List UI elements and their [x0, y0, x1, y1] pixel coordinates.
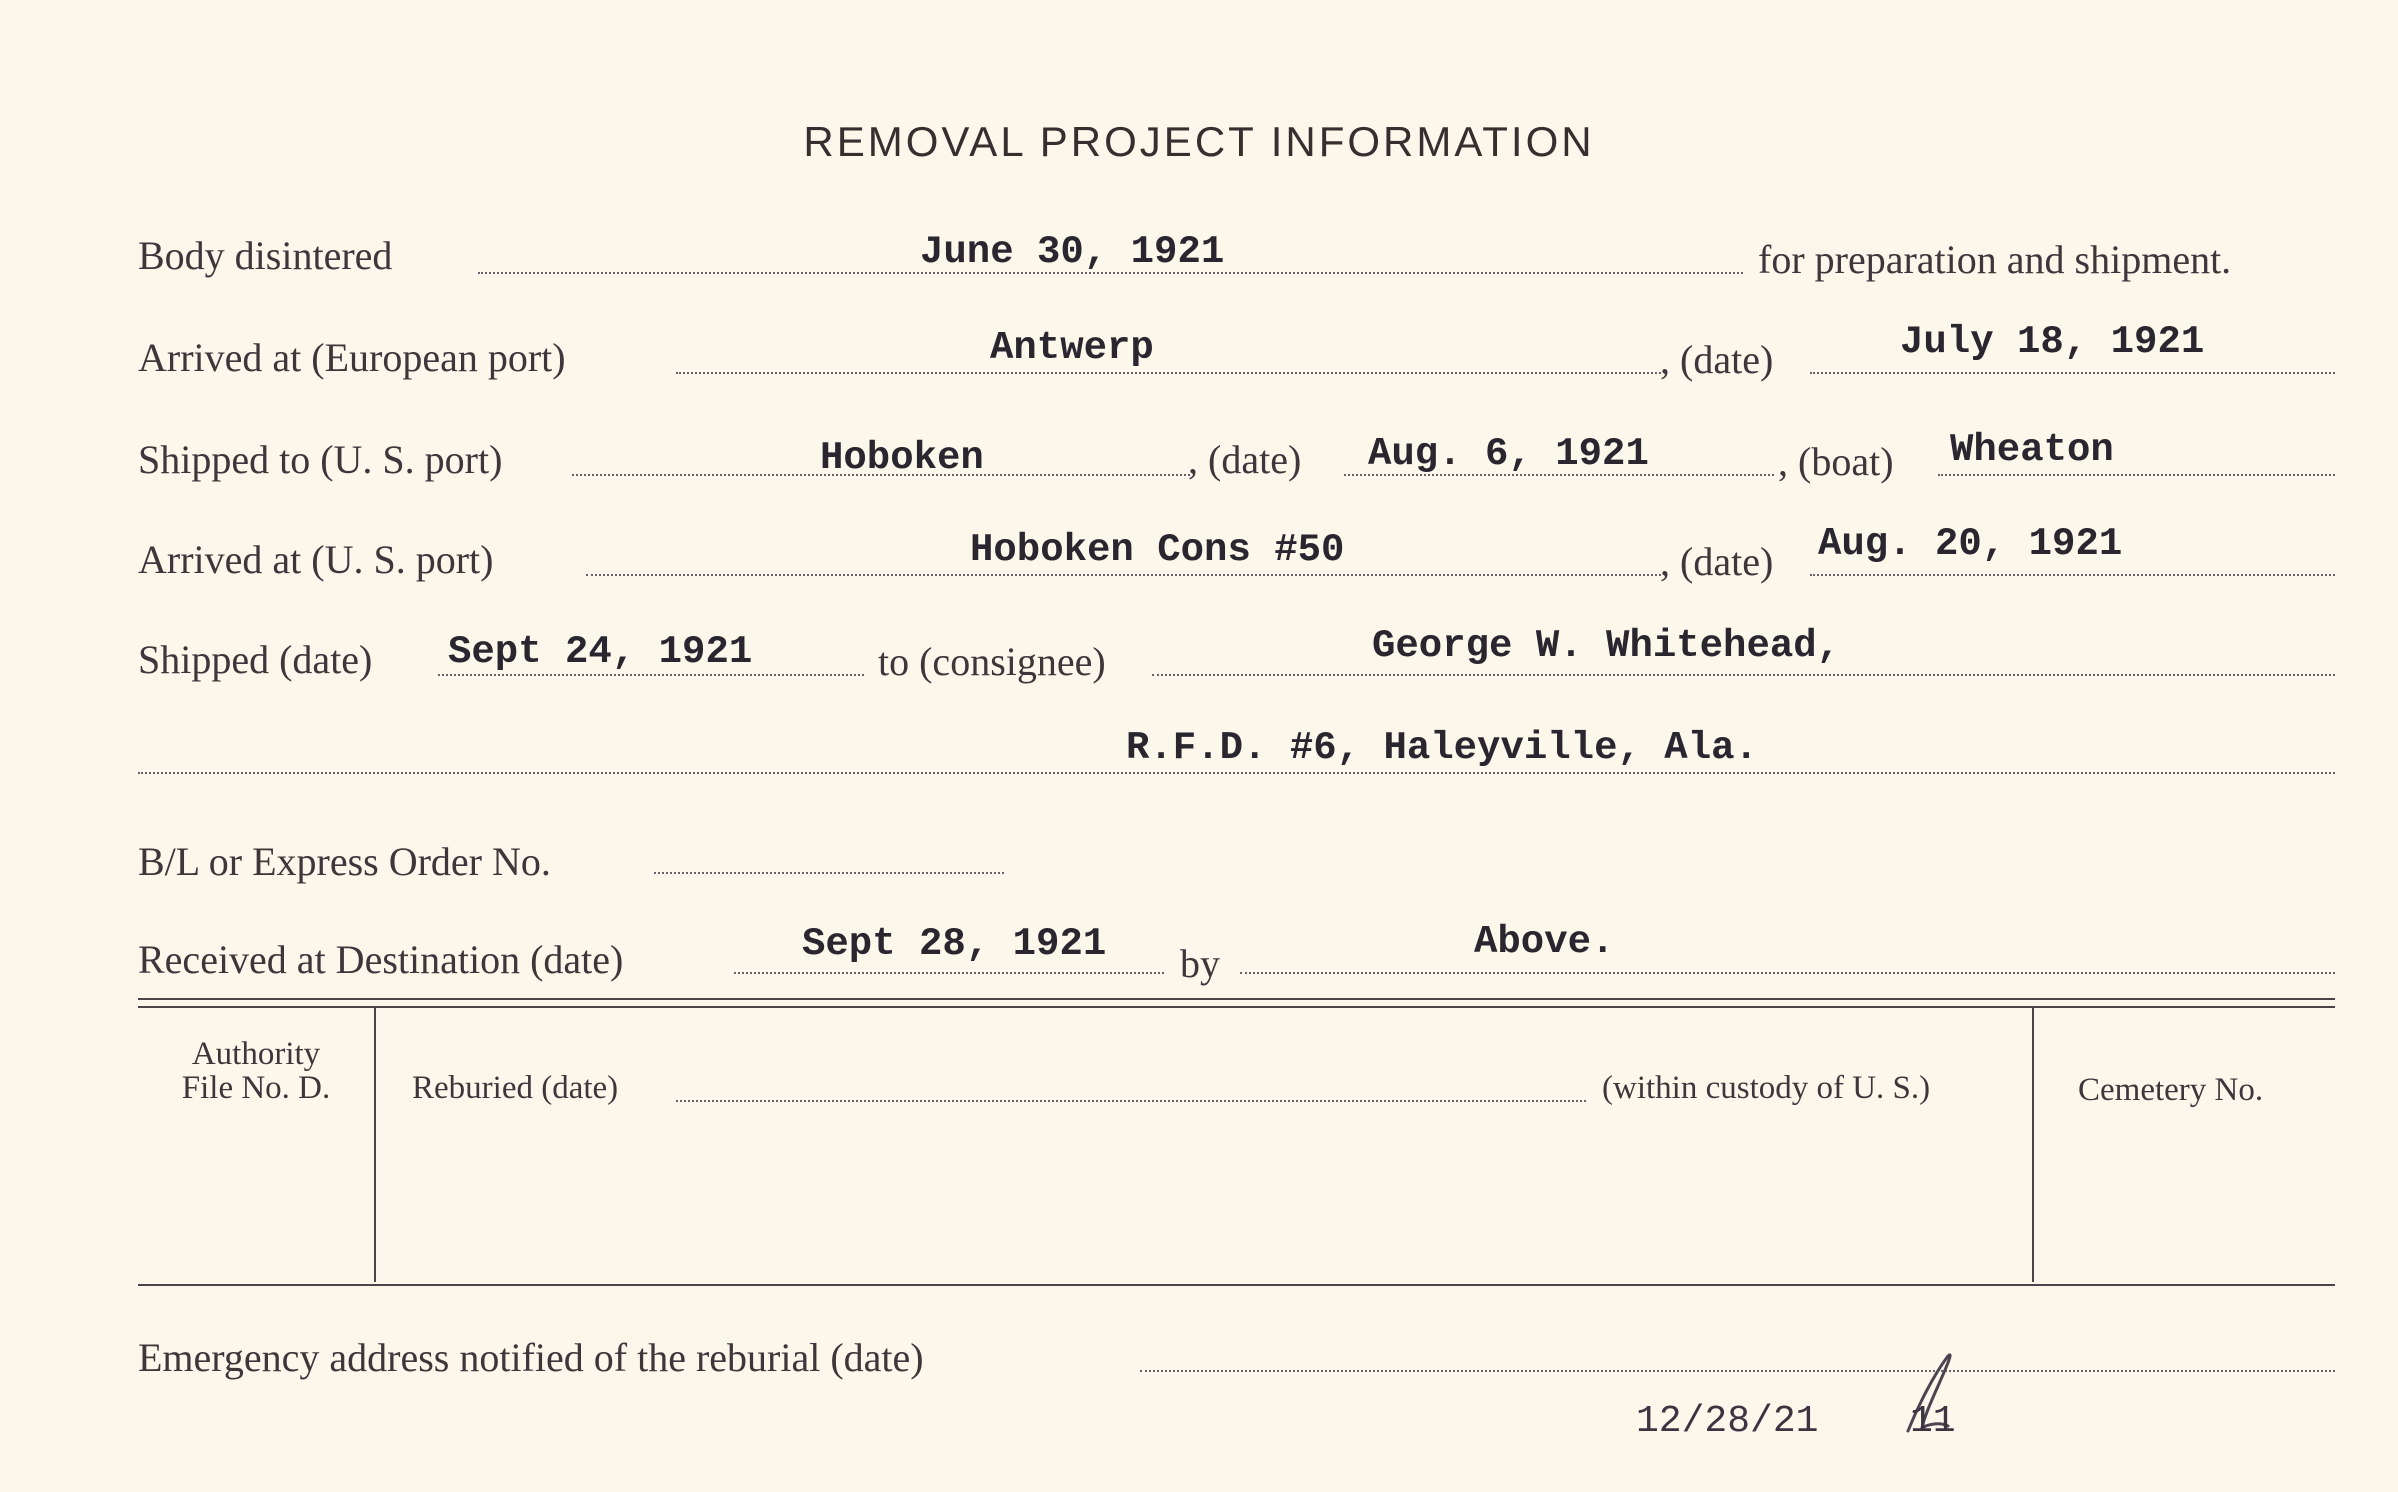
- received-destination-value: Sept 28, 1921: [802, 922, 1107, 966]
- card-title: REMOVAL PROJECT INFORMATION: [803, 118, 1595, 165]
- us-port-arrived-date-line: [1810, 574, 2335, 576]
- cemetery-label: Cemetery No.: [2078, 1072, 2264, 1108]
- consignee-label: to (consignee): [878, 639, 1106, 684]
- received-by-label: by: [1180, 941, 1220, 986]
- consignee-line: [1152, 674, 2335, 676]
- emergency-label: Emergency address notified of the reburial (date): [138, 1335, 924, 1380]
- express-order-line: [654, 872, 1004, 874]
- european-port-date-value: July 18, 1921: [1900, 320, 2205, 364]
- body-disintered-label: Body disintered: [138, 233, 393, 278]
- us-port-arrived-date-value: Aug. 20, 1921: [1818, 522, 2123, 566]
- received-by-value: Above.: [1474, 920, 1615, 964]
- received-destination-line: [734, 972, 1164, 974]
- received-destination-label: Received at Destination (date): [138, 937, 624, 982]
- european-port-date-line: [1810, 372, 2335, 374]
- european-port-label: Arrived at (European port): [138, 335, 566, 380]
- emergency-line: [1140, 1370, 2335, 1372]
- boat-label: , (boat): [1778, 439, 1894, 484]
- boat-line: [1938, 474, 2335, 476]
- us-port-shipped-date-label: , (date): [1188, 437, 1302, 482]
- received-by-line: [1240, 972, 2335, 974]
- authority-label: Authority: [191, 1036, 321, 1072]
- file-no-label: File No. D.: [181, 1070, 331, 1106]
- consignee-address-value: R.F.D. #6, Haleyville, Ala.: [1126, 726, 1758, 770]
- preparation-shipment-label: for preparation and shipment.: [1758, 237, 2232, 282]
- us-port-shipped-label: Shipped to (U. S. port): [138, 437, 503, 482]
- footer-initials: 11: [1910, 1400, 1956, 1443]
- body-disintered-value: June 30, 1921: [920, 230, 1225, 274]
- european-port-value: Antwerp: [990, 326, 1154, 370]
- european-port-date-label: , (date): [1660, 337, 1774, 382]
- shipped-date-label: Shipped (date): [138, 637, 373, 682]
- us-port-shipped-date-value: Aug. 6, 1921: [1368, 432, 1649, 476]
- reburied-label: Reburied (date): [412, 1070, 619, 1106]
- european-port-line: [676, 372, 1661, 374]
- shipped-date-value: Sept 24, 1921: [448, 630, 753, 674]
- footer-date: 12/28/21: [1636, 1400, 1819, 1443]
- reburied-line: [676, 1100, 1586, 1102]
- boat-value: Wheaton: [1950, 428, 2114, 472]
- box-bottom-rule: [138, 1284, 2335, 1286]
- us-port-arrived-value: Hoboken Cons #50: [970, 528, 1345, 572]
- consignee-address-line: [138, 772, 2335, 774]
- us-port-arrived-line: [586, 574, 1661, 576]
- us-port-arrived-date-label: , (date): [1660, 539, 1774, 584]
- shipped-date-line: [438, 674, 864, 676]
- box-divider-left: [374, 1008, 376, 1282]
- consignee-value: George W. Whitehead,: [1372, 624, 1841, 668]
- custody-label: (within custody of U. S.): [1602, 1070, 1931, 1106]
- us-port-arrived-label: Arrived at (U. S. port): [138, 537, 494, 582]
- box-top-rule-1: [138, 998, 2335, 1000]
- us-port-shipped-value: Hoboken: [820, 436, 984, 480]
- box-divider-right: [2032, 1008, 2034, 1282]
- box-top-rule-2: [138, 1006, 2335, 1008]
- express-order-label: B/L or Express Order No.: [138, 839, 551, 884]
